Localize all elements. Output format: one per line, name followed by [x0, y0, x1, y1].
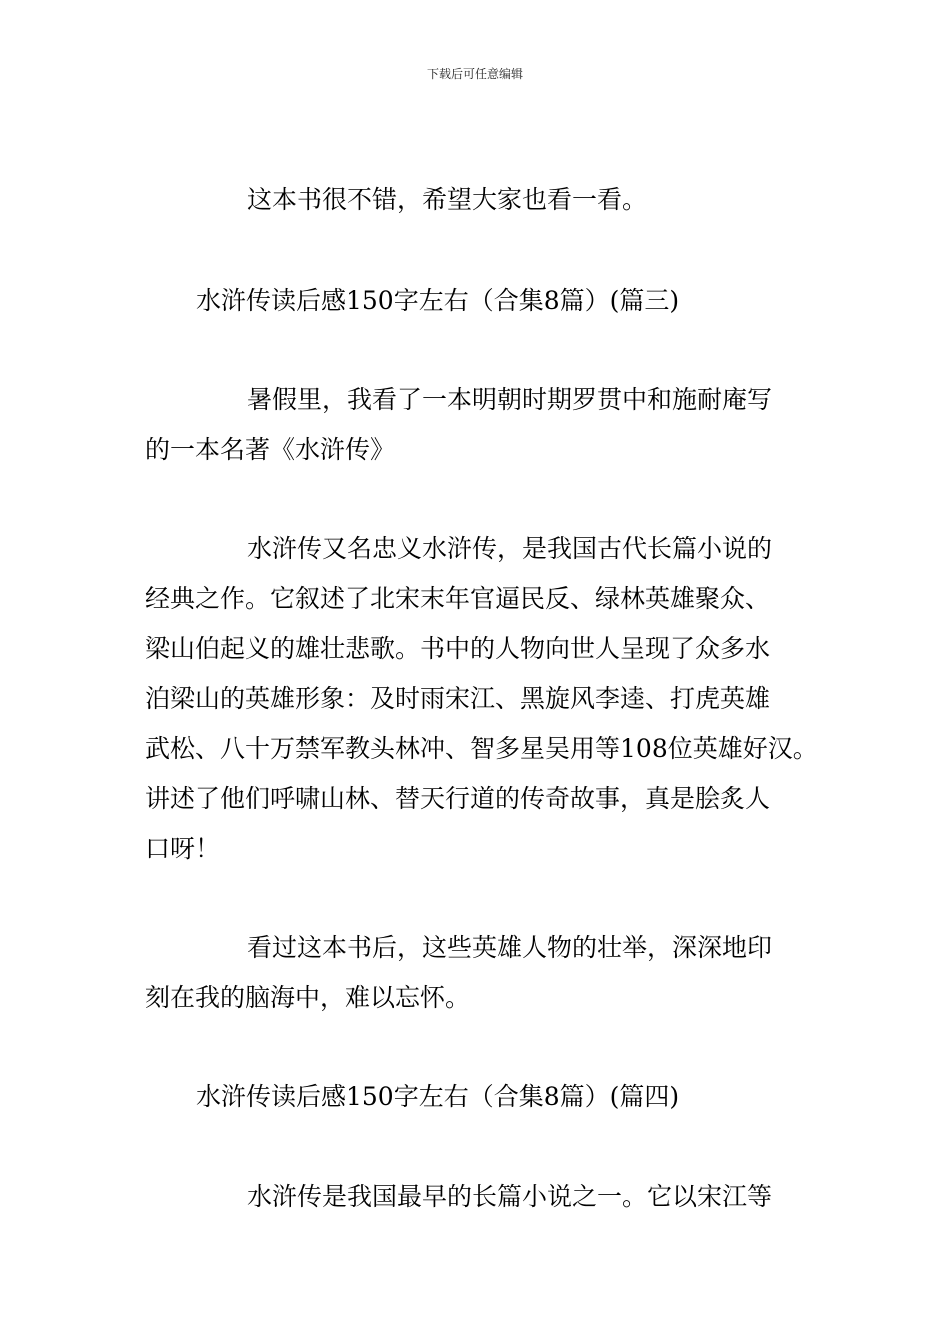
- closing-sentence: 这本书很不错，希望大家也看一看。: [247, 185, 648, 214]
- header-note: 下载后可任意编辑: [426, 67, 523, 81]
- paragraph-line: 看过这本书后，这些英雄人物的壮举，深深地印: [247, 933, 773, 962]
- paragraph-line: 暑假里，我看了一本明朝时期罗贯中和施耐庵写: [247, 385, 773, 414]
- section-heading-part-four: 水浒传读后感150字左右（合集8篇）(篇四): [196, 1082, 680, 1111]
- paragraph-line: 讲述了他们呼啸山林、替天行道的传奇故事，真是脍炙人: [145, 784, 771, 813]
- paragraph-line: 梁山伯起义的雄壮悲歌。书中的人物向世人呈现了众多水: [145, 634, 771, 663]
- paragraph-line: 水浒传是我国最早的长篇小说之一。它以宋江等: [247, 1182, 773, 1211]
- paragraph-line: 水浒传又名忠义水浒传，是我国古代长篇小说的: [247, 534, 773, 563]
- paragraph-line: 口呀！: [145, 834, 221, 863]
- paragraph-line: 经典之作。它叙述了北宋末年官逼民反、绿林英雄聚众、: [145, 584, 771, 613]
- paragraph-line: 武松、八十万禁军教头林冲、智多星吴用等108位英雄好汉。: [145, 734, 818, 763]
- paragraph-line: 的一本名著《水浒传》: [145, 435, 396, 464]
- paragraph-line: 刻在我的脑海中，难以忘怀。: [145, 983, 471, 1012]
- section-heading-part-three: 水浒传读后感150字左右（合集8篇）(篇三): [196, 286, 680, 315]
- paragraph-line: 泊梁山的英雄形象：及时雨宋江、黑旋风李逵、打虎英雄: [145, 684, 771, 713]
